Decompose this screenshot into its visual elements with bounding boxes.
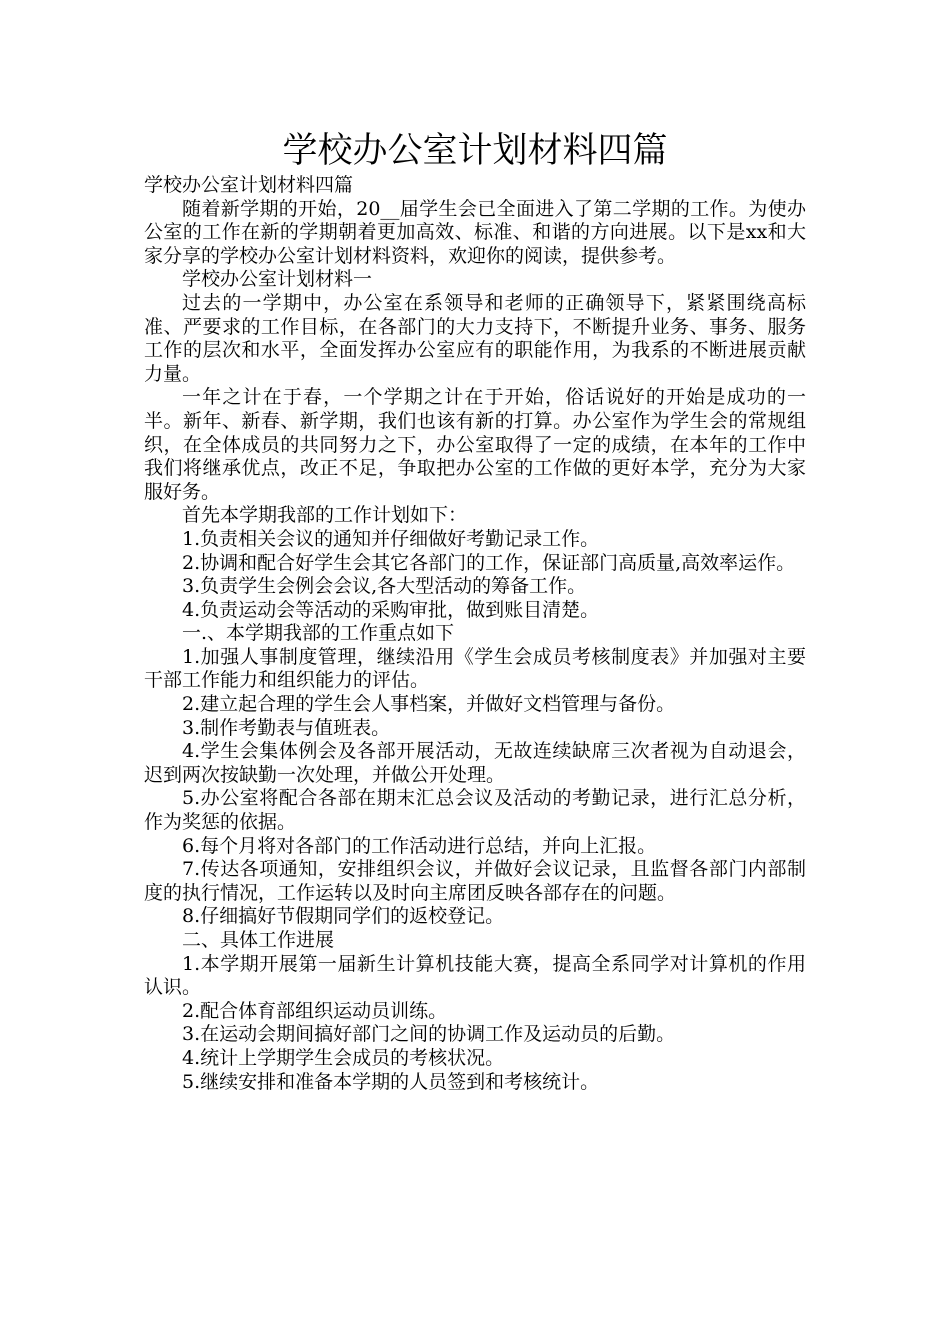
list-item: 1.负责相关会议的通知并仔细做好考勤记录工作。 [182,527,600,550]
document-page [144,128,806,1094]
list-item: 2.配合体育部组织运动员训练。 [182,999,448,1022]
paragraph-plan-intro: 首先本学期我部的工作计划如下： [182,504,468,527]
list-item: 8.仔细搞好节假期同学们的返校登记。 [182,905,505,928]
paragraph-new-year: 一年之计在于春，一个学期之计在于开始，俗话说好的开始是成功的一半。新年、新春、新学期，我们也该有新的打算。办公室作为学生会的常规组织，在全体成员的共同努力之下，办公室取得了一定的成绩，在本年的工作中我们将继承优点，改正不足，争取把办公室的工作做的更好本学，充分为大家服好务。 [144,386,806,503]
paragraph-past-semester: 过去的一学期中，办公室在系领导和老师的正确领导下，紧紧围绕高标准、严要求的工作目标，在各部门的大力支持下，不断提升业务、事务、服务工作的层次和水平，全面发挥办公室应有的职能作用，为我系的不断进展贡献力量。 [144,291,806,385]
list-item: 7.传达各项通知，安排组织会议，并做好会议记录，且监督各部门内部制度的执行情况，工作运转以及时向主席团反映各部存在的问题。 [144,858,806,904]
section-heading-progress: 二、具体工作进展 [182,929,335,951]
list-item: 1.加强人事制度管理，继续沿用《学生会成员考核制度表》并加强对主要干部工作能力和组织能力的评估。 [144,645,806,692]
document-subtitle: 学校办公室计划材料四篇 [144,174,354,196]
list-item: 3.在运动会期间搞好部门之间的协调工作及运动员的后勤。 [182,1023,676,1046]
list-item: 3.负责学生会例会会议,各大型活动的筹备工作。 [182,575,587,598]
list-item: 1.本学期开展第一届新生计算机技能大赛，提高全系同学对计算机的作用认识。 [144,952,806,999]
document-title: 学校办公室计划材料四篇 [282,131,668,171]
list-item: 6.每个月将对各部门的工作活动进行总结，并向上汇报。 [182,834,657,857]
list-item: 2.建立起合理的学生会人事档案，并做好文档管理与备份。 [182,693,676,716]
list-item: 4.学生会集体例会及各部开展活动，无故连续缺席三次者视为自动退会，迟到两次按缺勤一次处理，并做公开处理。 [144,740,806,786]
list-item: 3.制作考勤表与值班表。 [182,716,391,739]
paragraph-intro: 随着新学期的开始，20__届学生会已全面进入了第二学期的工作。为使办公室的工作在新的学期朝着更加高效、标准、和谐的方向进展。以下是xx和大家分享的学校办公室计划材料资料，欢迎你的阅读，提供参考。 [144,197,806,267]
list-item: 4.负责运动会等活动的采购审批，做到账目清楚。 [182,598,600,621]
list-item: 4.统计上学期学生会成员的考核状况。 [182,1046,505,1069]
list-item: 5.继续安排和准备本学期的人员签到和考核统计。 [182,1070,600,1093]
section-heading-plan-one: 学校办公室计划材料一 [182,268,373,291]
list-item: 2.协调和配合好学生会其它各部门的工作，保证部门高质量,高效率运作。 [182,551,796,574]
section-heading-key-points: 一.、本学期我部的工作重点如下 [182,622,455,645]
list-item: 5.办公室将配合各部在期末汇总会议及活动的考勤记录，进行汇总分析，作为奖惩的依据。 [144,787,806,834]
